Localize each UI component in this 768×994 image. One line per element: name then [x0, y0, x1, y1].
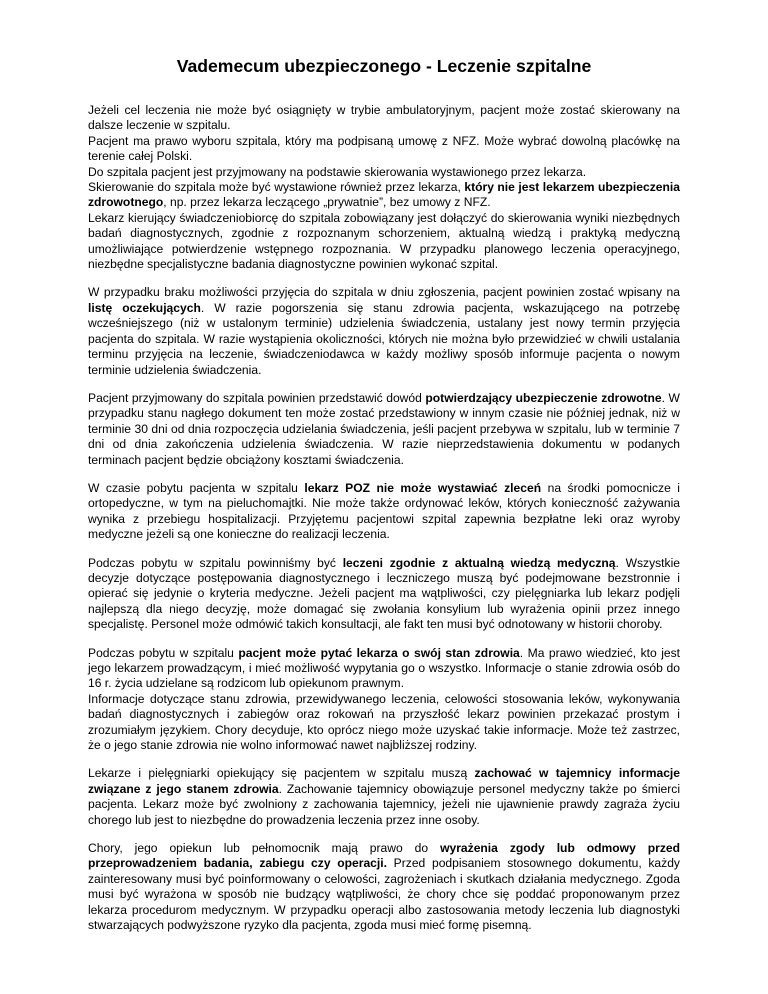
paragraph-insurance-proof — [88, 391, 680, 468]
text-run: . W przypadku stanu nagłego dokument ten może zostać przedstawiony w innym czasie nie później jednak, niż w terminie 30 dni od dnia rozpoczęcia udzielania świadczenia, jeśli pacjent przebywa w szpitalu, lub w terminie 7 dni od dnia zakończenia udzielenia świadczenia. W razie nieprzedstawienia dokumentu w podanych terminach pacjent będzie obciążony kosztami świadczenia. — [88, 390, 680, 467]
text-line — [88, 646, 680, 692]
paragraph-consent — [88, 841, 680, 933]
paragraph-referral — [88, 103, 680, 272]
text-line: Informacje dotyczące stanu zdrowia, przewidywanego leczenia, celowości stosowania leków, wykonywania badań diagnostycznych i zabiegów oraz rokowań na przyszłość lekarz powinien przekazać prostym i zrozumiałym językiem. Chory decyduje, kto oprócz niego może uzyskać takie informacje. Może też zastrzec, że o jego stanie zdrowia nie wolno informować nawet najbliższej rodziny. — [88, 691, 680, 753]
text-run: . Zachowanie tajemnicy obowiązuje personel medyczny także po śmierci pacjenta. Lekarz może być zwolniony z zachowania tajemnicy, jeżeli nie ujawnienie prawdy zagraża życiu chorego lub jest to niezbędne do prowadzenia leczenia przez inne osoby. — [88, 781, 681, 827]
text-line: Jeżeli cel leczenia nie może być osiągnięty w trybie ambulatoryjnym, pacjent może zostać skierowany na dalsze leczenie w szpitalu. — [88, 103, 680, 133]
text-run: W przypadku braku możliwości przyjęcia do szpitala w dniu zgłoszenia, pacjent powinien zostać wpisany na — [88, 285, 680, 300]
text-run: , np. przez lekarza leczącego „prywatnie”, bez umowy z NFZ. — [163, 195, 491, 210]
bold-text: lekarz POZ nie może wystawiać zleceń — [304, 480, 542, 495]
text-run: W czasie pobytu pacjenta w szpitalu — [88, 480, 305, 495]
text-run: Chory, jego opiekun lub pełnomocnik mają prawo do — [88, 841, 441, 856]
text-run: na środki pomocnicze i ortopedyczne, w tym na pieluchomajtki. Nie może także ordynować leków, których konieczność zażywania wynika z przebiegu hospitalizacji. Przyjętemu pacjentowi szpital zapewnia bezpłatne leki oraz wyroby medyczne jeżeli są one konieczne do realizacji leczenia. — [88, 480, 680, 542]
text-run: . Ma prawo wiedzieć, kto jest jego lekarzem prowadzącym, i mieć możliwość wypytania go o wszystko. Informacje o stanie zdrowia osób do 16 r. życia udzielane są rodzicom lub opiekunom prawnym. — [88, 645, 681, 691]
document-title: Vademecum ubezpieczonego - Leczenie szpitalne — [176, 56, 592, 76]
document-page — [88, 56, 680, 947]
text-run: Lekarze i pielęgniarki opiekujący się pacjentem w szpitalu muszą — [88, 766, 475, 781]
paragraph-health-information — [88, 646, 680, 754]
text-run: Skierowanie do szpitala może być wystawione również przez lekarza, — [88, 180, 465, 195]
text-line: Pacjent ma prawo wyboru szpitala, który ma podpisaną umowę z NFZ. Może wybrać dowolną placówkę na terenie całej Polski. — [88, 133, 680, 164]
bold-text: który nie jest lekarzem ubezpieczenia zdrowotnego — [88, 180, 680, 210]
text-run: Przed podpisaniem stosownego dokumentu, każdy zainteresowany musi być poinformowany o celowości, zagrożeniach i skutkach działania medycznego. Zgoda musi być wyrażona w sposób nie budzący wątpliwości, że chory chce się poddać proponowanym przez lekarza procedurom medycznym. W przypadku operacji albo zastosowania metody leczenia lub diagnostyki stwarzających podwyższone ryzyko dla pacjenta, zgoda musi mieć formę pisemną. — [88, 856, 680, 933]
paragraph-poz-orders — [88, 481, 680, 543]
bold-text: zachować w tajemnicy informacje związane z jego stanem zdrowia — [88, 766, 681, 796]
text-line: Do szpitala pacjent jest przyjmowany na podstawie skierowania wystawionego przez lekarza. — [88, 164, 587, 179]
text-run: . Wszystkie decyzje dotyczące postępowania diagnostycznego i leczniczego muszą być podejmowane bezstronnie i opierać się jedynie o kryteria medyczne. Jeżeli pacjent ma wątpliwości, czy pielęgniarka lub lekarz podjęli najlepszą dla niego decyzję, może domagać się zwołania konsylium lub wyrażenia opinii przez innego specjalistę. Personel może odmówić takich konsultacji, ale fakt ten musi być odnotowany w historii choroby. — [88, 555, 680, 632]
text-run: Podczas pobytu w szpitalu — [88, 645, 239, 660]
bold-text: wyrażenia zgody lub odmowy przed przeprowadzeniem badania, zabiegu czy operacji. — [88, 841, 680, 871]
bold-text: potwierdzający ubezpieczenie zdrowotne — [425, 390, 662, 405]
bold-text: pacjent może pytać lekarza o swój stan zdrowia — [238, 645, 520, 660]
paragraph-medical-knowledge — [88, 556, 680, 633]
bold-text: listę oczekujących — [88, 300, 201, 315]
text-line: Lekarz kierujący świadczeniobiorcę do szpitala zobowiązany jest dołączyć do skierowania wyniki niezbędnych badań diagnostycznych, zgodnie z rozpoznanym schorzeniem, aktualną wiedzą i praktyką medyczną umożliwiające potwierdzenie wstępnego rozpoznania. W przypadku planowego leczenia operacyjnego, niezbędne specjalistyczne badania diagnostyczne powinien wykonać szpital. — [88, 210, 680, 272]
text-run: Podczas pobytu w szpitalu powinniśmy być — [88, 555, 343, 570]
text-line — [88, 180, 680, 211]
text-run: Pacjent przyjmowany do szpitala powinien przedstawić dowód — [88, 390, 426, 405]
paragraph-confidentiality — [88, 766, 680, 828]
paragraph-waiting-list — [88, 285, 680, 377]
text-run: . W razie pogorszenia się stanu zdrowia pacjenta, wskazującego na potrzebę wcześniejszego (niż w ustalonym terminie) udzielenia świadczenia, ustalany jest nowy termin przyjęcia pacjenta do szpitala. W razie wystąpienia okoliczności, których nie można było przewidzieć w chwili ustalania terminu przyjęcia na leczenie, świadczeniodawca w każdy możliwy sposób informuje pacjenta o nowym terminie udzielenia świadczenia. — [88, 300, 680, 377]
bold-text: leczeni zgodnie z aktualną wiedzą medyczną — [342, 555, 616, 570]
